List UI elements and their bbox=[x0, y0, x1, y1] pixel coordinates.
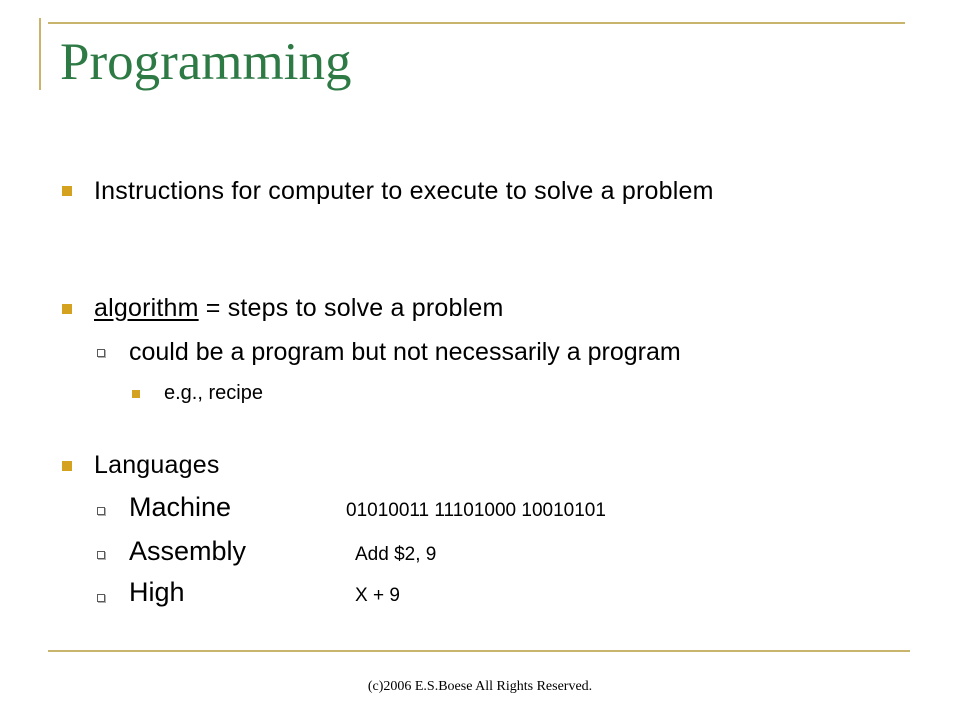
sub-sub-bullet-text-recipe: e.g., recipe bbox=[164, 382, 263, 404]
bullet-square-icon bbox=[62, 304, 72, 314]
algorithm-definition: = steps to solve a problem bbox=[198, 294, 504, 322]
copyright-footer: (c)2006 E.S.Boese All Rights Reserved. bbox=[367, 679, 593, 694]
bullet-text-instructions: Instructions for computer to execute to solve a problem bbox=[94, 177, 714, 205]
language-value-high: X + 9 bbox=[355, 585, 400, 606]
bullet-text-languages: Languages bbox=[94, 451, 220, 479]
bullet-text-algorithm bbox=[94, 293, 504, 324]
algorithm-term: algorithm bbox=[94, 294, 199, 322]
language-value-machine: 01010011 11101000 10010101 bbox=[346, 500, 606, 521]
language-label-high: High bbox=[129, 577, 185, 607]
top-rule bbox=[48, 22, 905, 24]
sub-bullet-hollow-icon bbox=[97, 551, 105, 559]
bullet-square-icon bbox=[62, 186, 72, 196]
left-rule bbox=[39, 18, 41, 90]
language-label-assembly: Assembly bbox=[129, 536, 247, 566]
sub-bullet-hollow-icon bbox=[97, 349, 105, 357]
bullet-square-icon bbox=[132, 390, 140, 398]
slide-title: Programming bbox=[60, 33, 352, 91]
bullet-square-icon bbox=[62, 461, 72, 471]
bottom-rule bbox=[48, 650, 910, 652]
language-value-assembly: Add $2, 9 bbox=[355, 544, 437, 565]
language-label-machine: Machine bbox=[129, 492, 232, 522]
sub-bullet-hollow-icon bbox=[97, 507, 105, 515]
sub-bullet-hollow-icon bbox=[97, 594, 105, 602]
sub-bullet-text-program: could be a program but not necessarily a program bbox=[129, 338, 681, 366]
